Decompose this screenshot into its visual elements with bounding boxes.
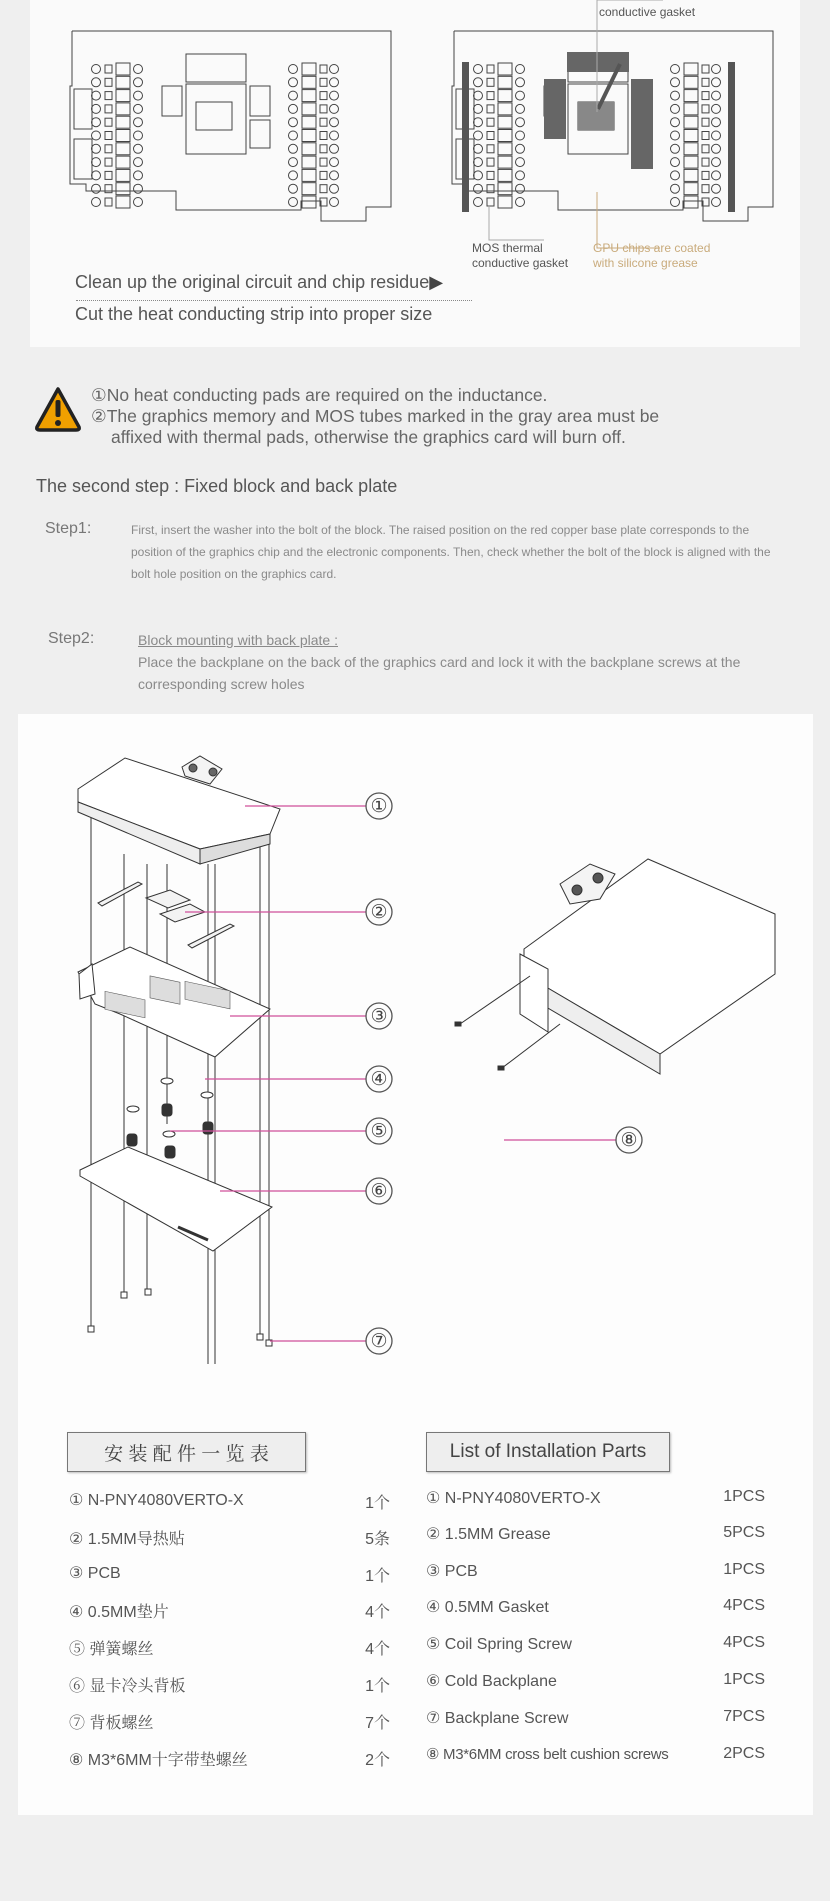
backplate [80, 1147, 272, 1251]
warning-line-1: ①No heat conducting pads are required on the inductance. [91, 385, 548, 405]
step2-text: Place the backplane on the back of the graphics card and lock it with the backplane screws at the corresponding screw holes [138, 654, 741, 692]
parts-cn-item-name: ① N-PNY4080VERTO-X [69, 1492, 244, 1509]
parts-en-item-name: ② 1.5MM Grease [426, 1526, 551, 1543]
parts-cn-item-name: ⑦ 背板螺丝 [69, 1715, 154, 1732]
exploded-assembly-diagram [0, 714, 830, 1364]
parts-cn-item-qty: 7个 [365, 1715, 390, 1732]
parts-en-item-name: ③ PCB [426, 1563, 478, 1580]
water-block [78, 756, 280, 864]
conductive-gasket-label: conductive gasket [599, 5, 696, 19]
parts-cn-item-name: ⑧ M3*6MM十字带垫螺丝 [69, 1752, 248, 1769]
parts-en-item-qty: 4PCS [723, 1597, 765, 1614]
parts-cn-item-qty: 4个 [365, 1641, 390, 1658]
pcb-board [78, 947, 270, 1057]
mos-label-line1: MOS thermal [472, 241, 543, 255]
callout-label-3: ③ [370, 1006, 388, 1027]
thermal-pads [98, 882, 234, 948]
parts-cn-item-qty: 5条 [365, 1531, 390, 1548]
second-step-heading: The second step : Fixed block and back plate [36, 476, 398, 496]
mos-gasket-label [472, 241, 568, 271]
spring-screws [127, 1078, 213, 1158]
gpu-label-line2: with silicone grease [593, 256, 698, 270]
parts-en-item-qty: 1PCS [723, 1561, 765, 1578]
pcb-preparation-panel [30, 0, 800, 347]
warning-text [91, 385, 659, 448]
parts-en-item-qty: 7PCS [723, 1708, 765, 1725]
parts-cn-item-name: ④ 0.5MM垫片 [69, 1604, 169, 1621]
backplate-screws [88, 1289, 272, 1346]
callout-label-1: ① [370, 796, 388, 817]
parts-cn-item-name: ⑤ 弹簧螺丝 [69, 1641, 154, 1658]
parts-list-cn-title: 安 装 配 件 一 览 表 [67, 1432, 306, 1472]
warning-line-3: affixed with thermal pads, otherwise the graphics card will burn off. [111, 427, 626, 447]
parts-en-item-qty: 1PCS [723, 1671, 765, 1688]
step2-title: Block mounting with back plate : [138, 632, 338, 648]
instruction-clean-up [75, 272, 443, 293]
parts-cn-item-name: ③ PCB [69, 1565, 121, 1582]
step2-label: Step2: [48, 630, 95, 647]
callout-label-7: ⑦ [370, 1331, 388, 1352]
callout-label-4: ④ [370, 1069, 388, 1090]
callout-label-6: ⑥ [370, 1181, 388, 1202]
parts-en-item-name: ⑤ Coil Spring Screw [426, 1636, 572, 1653]
triangle-right-icon: ▶ [429, 272, 444, 292]
instruction-cut-strip: Cut the heat conducting strip into proper size [75, 304, 433, 324]
leader-lines [30, 0, 800, 260]
gpu-grease-label [593, 241, 710, 271]
parts-cn-item-name: ② 1.5MM导热贴 [69, 1531, 185, 1548]
parts-cn-item-qty: 1个 [365, 1568, 390, 1585]
parts-cn-item-qty: 1个 [365, 1495, 390, 1512]
callout-label-8: ⑧ [620, 1130, 638, 1151]
parts-cn-item-qty: 1个 [365, 1678, 390, 1695]
parts-en-item-qty: 2PCS [723, 1745, 765, 1762]
screw-guide-lines [91, 806, 269, 1364]
parts-en-item-name: ⑧ M3*6MM cross belt cushion screws [426, 1746, 669, 1763]
assembled-card-diagram [455, 859, 775, 1074]
gpu-label-line1: GPU chips are coated [593, 241, 711, 255]
step1-label: Step1: [45, 520, 92, 537]
parts-cn-item-qty: 4个 [365, 1604, 390, 1621]
parts-list-en-title: List of Installation Parts [426, 1432, 670, 1472]
instruction-clean-up-text: Clean up the original circuit and chip residue [75, 272, 430, 292]
parts-en-item-qty: 1PCS [723, 1488, 765, 1505]
dotted-divider [76, 300, 472, 301]
warning-line-2: ②The graphics memory and MOS tubes marked in the gray area must be [91, 406, 660, 426]
mos-label-line2: conductive gasket [472, 256, 569, 270]
parts-en-item-name: ⑦ Backplane Screw [426, 1710, 569, 1727]
warning-triangle-icon [34, 386, 82, 432]
parts-en-item-name: ⑥ Cold Backplane [426, 1673, 557, 1690]
callout-label-2: ② [370, 902, 388, 923]
parts-en-item-qty: 5PCS [723, 1524, 765, 1541]
callout-leaders [170, 806, 616, 1341]
parts-en-item-name: ① N-PNY4080VERTO-X [426, 1490, 601, 1507]
parts-en-item-name: ④ 0.5MM Gasket [426, 1599, 549, 1616]
parts-en-item-qty: 4PCS [723, 1634, 765, 1651]
step1-text: First, insert the washer into the bolt of the block. The raised position on the red copper base plate corresponds to the position of the graphics chip and the electronic components. Then, check whether the bolt of the block is aligned with the bolt hole position on the graphics card. [131, 523, 771, 581]
parts-cn-item-name: ⑥ 显卡冷头背板 [69, 1678, 186, 1695]
parts-cn-item-qty: 2个 [365, 1752, 390, 1769]
callout-label-5: ⑤ [370, 1121, 388, 1142]
